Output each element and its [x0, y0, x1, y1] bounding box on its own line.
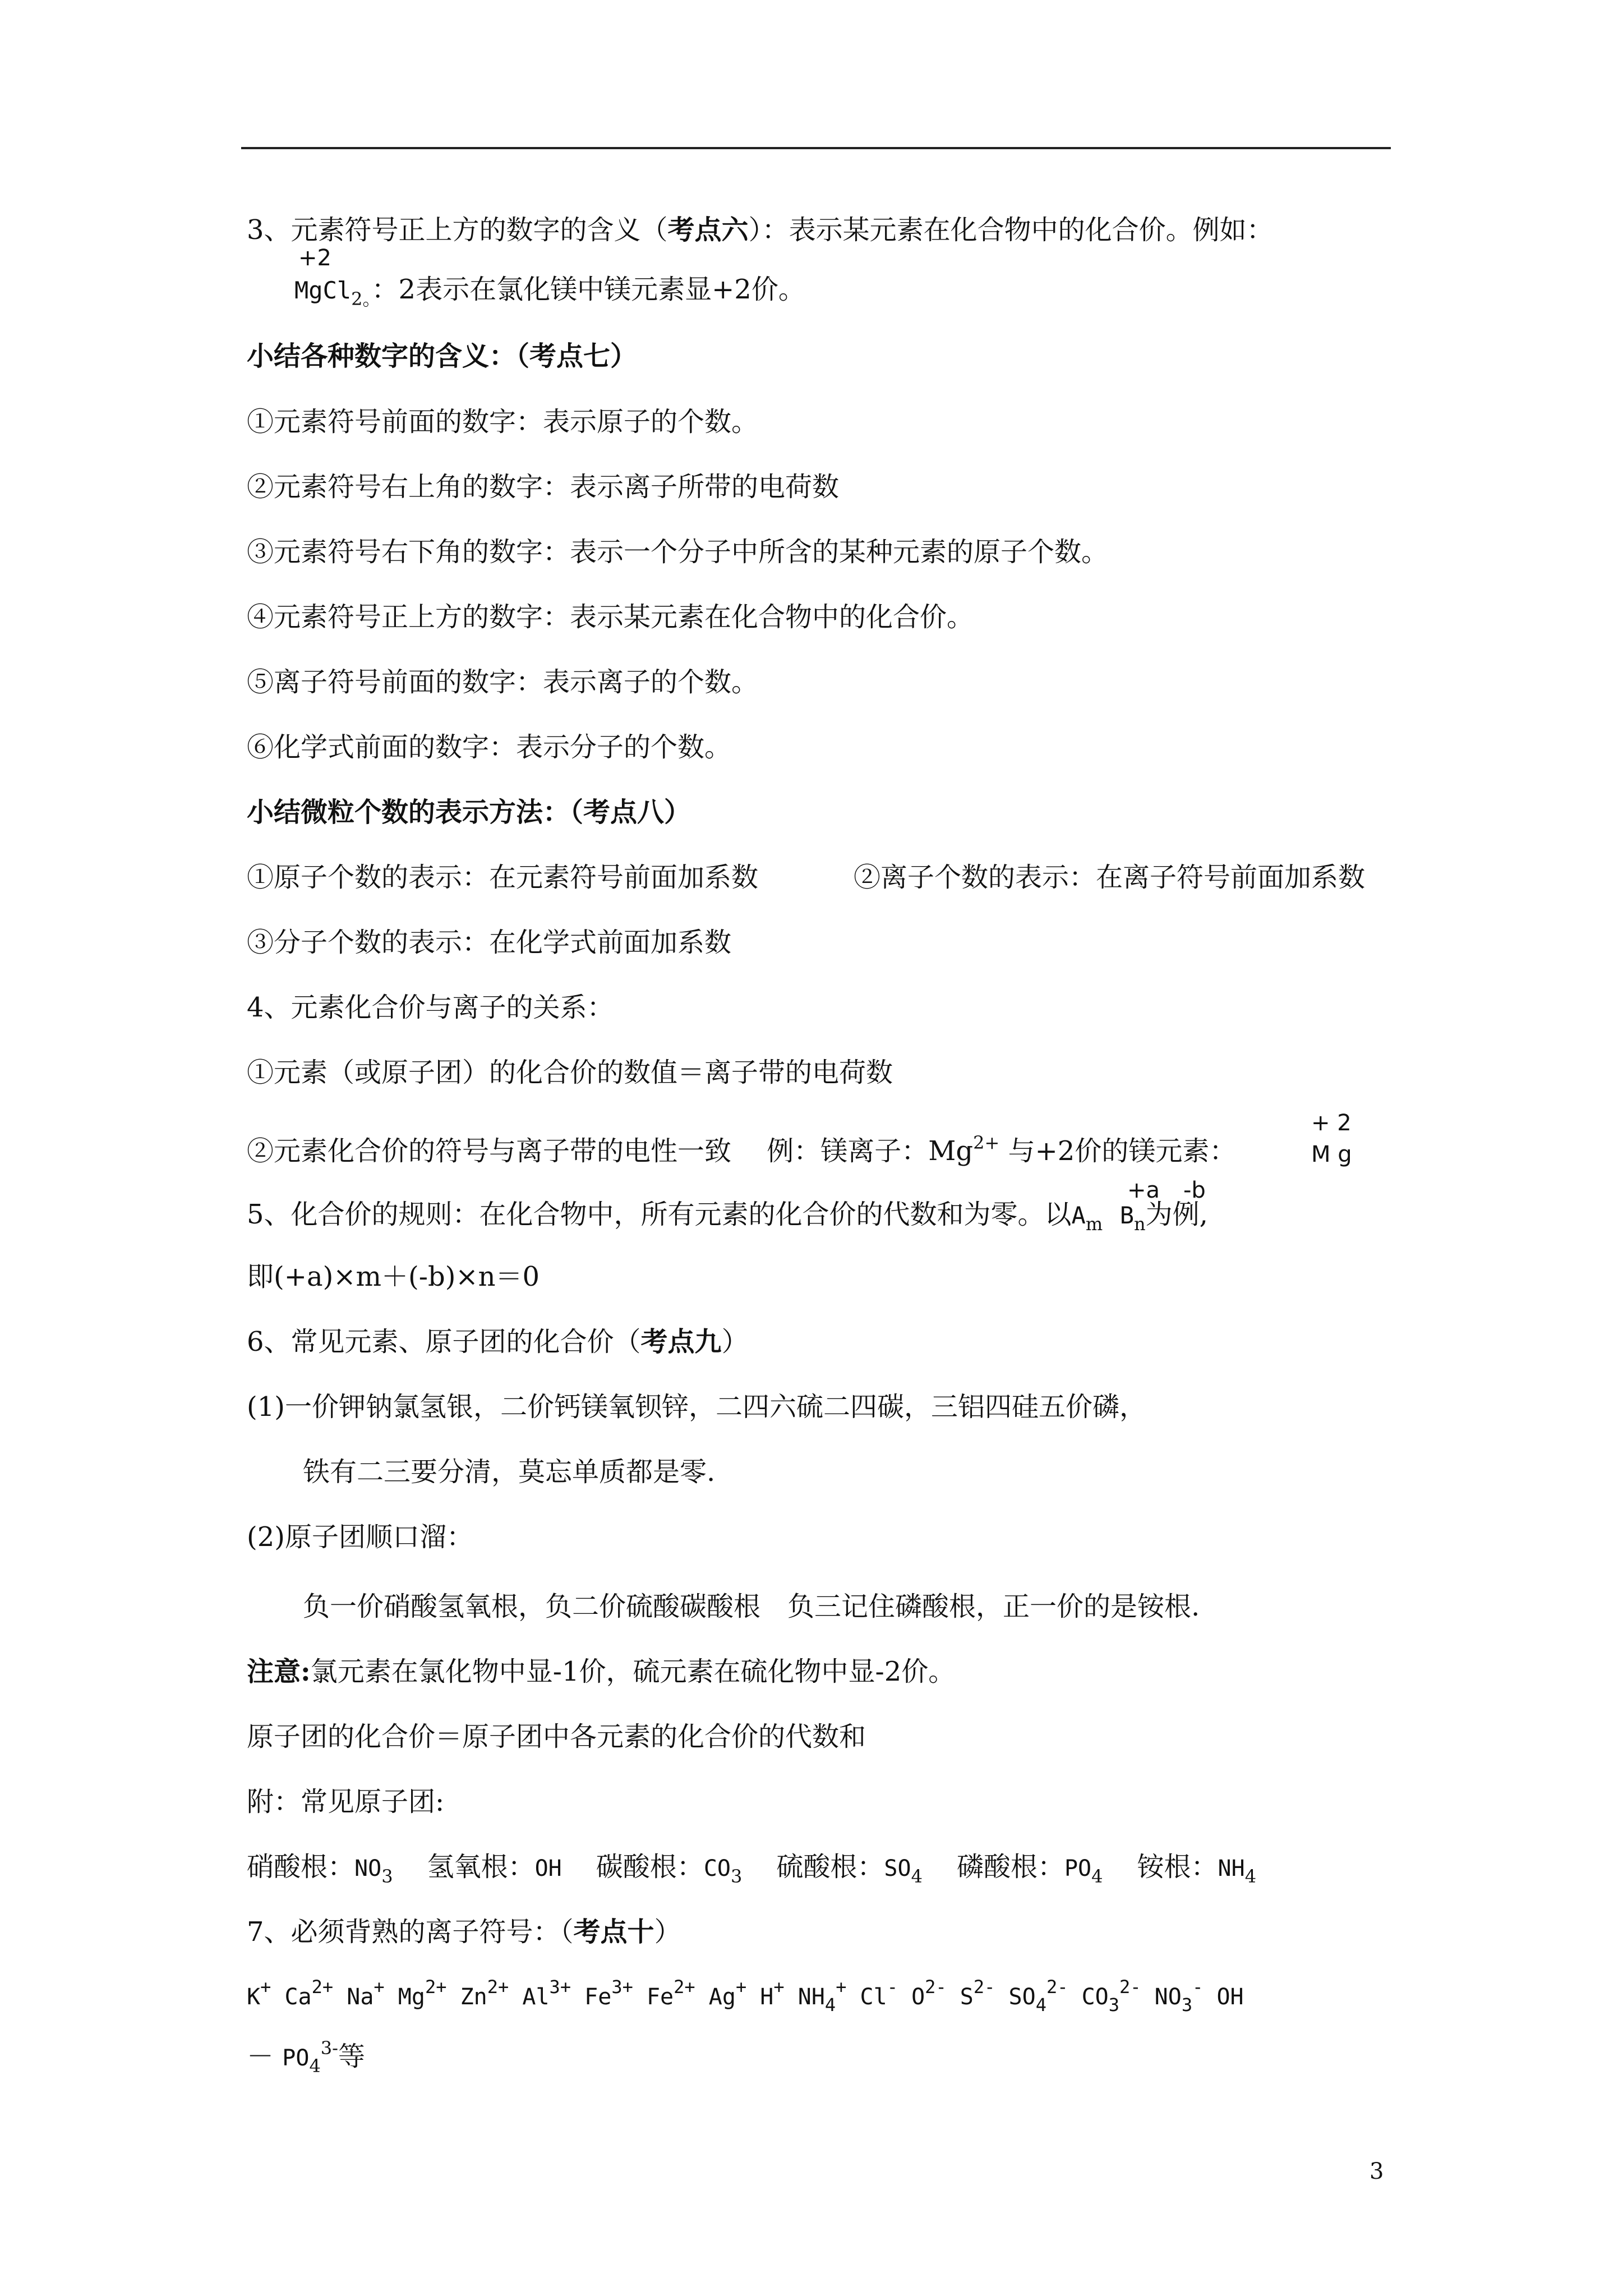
group-item: 磷酸根：$PO_4$ [956, 1851, 1103, 1887]
ion-subscript: 4 [309, 2055, 321, 2077]
ion-symbol: PO [282, 2045, 310, 2071]
group-rule: 原子团的化合价＝原子团中各元素的化合价的代数和 [247, 1721, 866, 1752]
ion-subscript: 3 [1181, 1994, 1193, 2016]
section-4-item-2 [247, 1134, 1236, 1171]
ion-charge: + [773, 1976, 785, 1998]
appendix-title: 附：常见原子团: [247, 1786, 445, 1818]
note-line [247, 1655, 955, 1688]
summary-digits-item: ④元素符号正上方的数字：表示某元素在化合物中的化合价。 [247, 601, 974, 633]
ion-symbol: Zn [460, 1984, 487, 2010]
ion-charge: + [836, 1976, 847, 1998]
section-5-text: 5、化合价的规则：在化合物中，所有元素的化合价的代数和为零。以 [247, 1199, 1072, 1230]
section-3-formula-sub: 2。 [351, 288, 372, 310]
group-item: 铵根：$NH_4$ [1137, 1851, 1257, 1887]
ions-line [247, 1976, 1244, 2016]
ion-symbol: Cl [860, 1984, 887, 2010]
section-4-item-2-text: ②元素化合价的符号与离子带的电性一致 例：镁离子：Mg [247, 1135, 974, 1167]
header-rule [241, 147, 1391, 149]
ion-symbol: O [911, 1984, 925, 2010]
summary-digits-item: ②元素符号右上角的数字：表示离子所带的电荷数 [247, 471, 840, 503]
valence-rhyme-2: (2)原子团顺口溜： [247, 1521, 473, 1553]
section-4-item-2-charge: 2+ [973, 1132, 1000, 1153]
ion-charge: 2- [925, 1976, 947, 1998]
section-3-example [294, 273, 805, 309]
ion-charge: 2+ [674, 1976, 695, 1998]
ion-item [522, 1976, 571, 2010]
section-5-line [247, 1198, 1208, 1234]
section-7-suffix: ） [654, 1916, 681, 1948]
ion-symbol: NH [797, 1984, 825, 2010]
ion-subscript: 4 [824, 1994, 836, 2016]
ion-charge: 2- [1119, 1976, 1141, 1998]
ion-item [760, 1976, 785, 2010]
section-7-keypoint: 考点十 [573, 1916, 654, 1948]
ion-symbol: OH [1216, 1984, 1244, 2010]
ion-charge: 3+ [549, 1976, 571, 1998]
summary-digits-item: ③元素符号右下角的数字：表示一个分子中所含的某种元素的原子个数。 [247, 536, 1109, 568]
ion-item [460, 1976, 509, 2010]
ion-symbol: Fe [584, 1984, 612, 2010]
summary-particles-item: ②离子个数的表示：在离子符号前面加系数 [854, 862, 1366, 893]
ion-charge: 2+ [311, 1976, 334, 1998]
ion-item [960, 1976, 995, 2010]
section-7-prefix: 7、必须背熟的离子符号：（ [247, 1916, 574, 1948]
section-3-prefix: 3、元素符号正上方的数字的含义（ [247, 214, 668, 246]
summary-digits-item: ⑤离子符号前面的数字：表示离子的个数。 [247, 666, 759, 698]
ion-symbol: Fe [646, 1984, 674, 2010]
section-5-valence-a: +a [1127, 1177, 1160, 1203]
ion-item [646, 1976, 695, 2010]
ion-subscript: 4 [1035, 1994, 1046, 2016]
group-item: 氢氧根：OH [427, 1851, 562, 1883]
ions-line-2-tail: 等 [338, 2041, 365, 2072]
ion-item [398, 1976, 447, 2010]
page-number: 3 [1370, 2159, 1384, 2184]
ion-item [1216, 1984, 1243, 2010]
section-5-equation: 即(+a)×m＋(-b)×n＝0 [247, 1261, 540, 1292]
group-item: 硫酸根：$SO_4$ [776, 1851, 923, 1887]
ion-charge: + [735, 1976, 747, 1998]
section-5-symbol-a: A [1071, 1202, 1086, 1229]
note-text: 氯元素在氯化物中显-1价，硫元素在硫化物中显-2价。 [310, 1656, 956, 1687]
section-5-sub-m: m [1085, 1213, 1103, 1235]
ion-symbol: Al [522, 1984, 550, 2010]
note-label: 注意: [247, 1656, 311, 1687]
ion-symbol: H [760, 1984, 774, 2010]
ion-symbol: Mg [398, 1984, 425, 2010]
section-5-sub-n: n [1134, 1213, 1146, 1235]
ion-symbol: SO [1008, 1984, 1036, 2010]
summary-particles-item: ③分子个数的表示：在化学式前面加系数 [247, 927, 732, 958]
ion-symbol: Na [347, 1984, 374, 2010]
ion-symbol: NO [1154, 1984, 1182, 2010]
ion-symbol: Ca [284, 1984, 312, 2010]
ion-item [584, 1976, 633, 2010]
section-5-valence-b: -b [1183, 1177, 1206, 1203]
ion-symbol: S [960, 1984, 974, 2010]
ion-symbol: Ag [708, 1984, 736, 2010]
section-3-formula: MgCl [294, 277, 352, 304]
section-4-title: 4、元素化合价与离子的关系： [247, 992, 614, 1023]
ion-charge: 2- [1046, 1976, 1068, 1998]
section-3-suffix: ）：表示某元素在化合物中的化合价。例如： [748, 214, 1274, 246]
ion-item [797, 1976, 847, 2016]
section-6-prefix: 6、常见元素、原子团的化合价（ [247, 1326, 641, 1358]
ion-charge: 3+ [611, 1976, 633, 1998]
ion-charge: - [887, 1976, 898, 1998]
section-4-item-2-symbol: M g [1311, 1142, 1352, 1167]
ion-item [1081, 1976, 1141, 2016]
summary-particles-title: 小结微粒个数的表示方法：（考点八） [247, 797, 691, 828]
ion-item [911, 1976, 947, 2010]
ion-item [860, 1976, 898, 2010]
ion-item [708, 1976, 747, 2010]
section-4-item: ①元素（或原子团）的化合价的数值＝离子带的电荷数 [247, 1057, 893, 1088]
ion-charge: 3- [320, 2037, 338, 2059]
summary-digits-item: ⑥化学式前面的数字：表示分子的个数。 [247, 731, 732, 763]
ion-charge: 2+ [487, 1976, 509, 1998]
section-6-title [247, 1325, 749, 1359]
section-7-title [247, 1915, 681, 1949]
section-3-explain: ：2表示在氯化镁中镁元素显+2价。 [371, 274, 805, 305]
section-6-suffix: ） [721, 1326, 749, 1358]
valence-rhyme-1: (1)一价钾钠氯氢银，二价钙镁氧钡锌，二四六硫二四碳，三铝四硅五价磷， [247, 1391, 1146, 1423]
ion-symbol: K [247, 1984, 261, 2010]
ion-symbol: CO [1081, 1984, 1109, 2010]
ions-line-2-lead: － [247, 2041, 283, 2072]
ion-item [247, 1976, 271, 2010]
summary-digits-title: 小结各种数字的含义：（考点七） [247, 341, 638, 372]
ion-charge: + [260, 1976, 271, 1998]
ions-line-2 [247, 2037, 365, 2077]
summary-particles-item: ①原子个数的表示：在元素符号前面加系数 [247, 862, 759, 893]
section-6-keypoint: 考点九 [640, 1326, 722, 1358]
ion-charge: + [374, 1976, 385, 1998]
valence-rhyme-2b: 负一价硝酸氢氧根，负二价硫酸碳酸根 负三记住磷酸根，正一价的是铵根. [303, 1591, 1200, 1622]
valence-rhyme-1b: 铁有二三要分清，莫忘单质都是零. [303, 1456, 716, 1488]
ion-charge: 2+ [425, 1976, 447, 1998]
summary-digits-item: ①元素符号前面的数字：表示原子的个数。 [247, 406, 759, 438]
section-4-item-2-valence: + 2 [1311, 1110, 1352, 1136]
ion-charge: 2- [973, 1976, 995, 1998]
ion-item [1008, 1976, 1068, 2016]
ion-charge: - [1192, 1976, 1204, 1998]
group-item: 碳酸根：$CO_3$ [596, 1851, 743, 1887]
section-3-valence: +2 [298, 245, 331, 271]
ion-item [1154, 1976, 1204, 2016]
section-3-line [247, 213, 1274, 247]
section-5-tail: 为例, [1145, 1199, 1208, 1230]
ion-item [284, 1976, 334, 2010]
ion-subscript: 3 [1108, 1994, 1120, 2016]
section-3-keypoint: 考点六 [667, 214, 749, 246]
groups-line [247, 1850, 1256, 1887]
section-5-symbol-b: B [1119, 1202, 1134, 1229]
section-4-item-2-mid: 与+2价的镁元素： [999, 1135, 1237, 1167]
group-item: 硝酸根：$NO_3$ [247, 1851, 393, 1887]
ion-item [347, 1976, 385, 2010]
